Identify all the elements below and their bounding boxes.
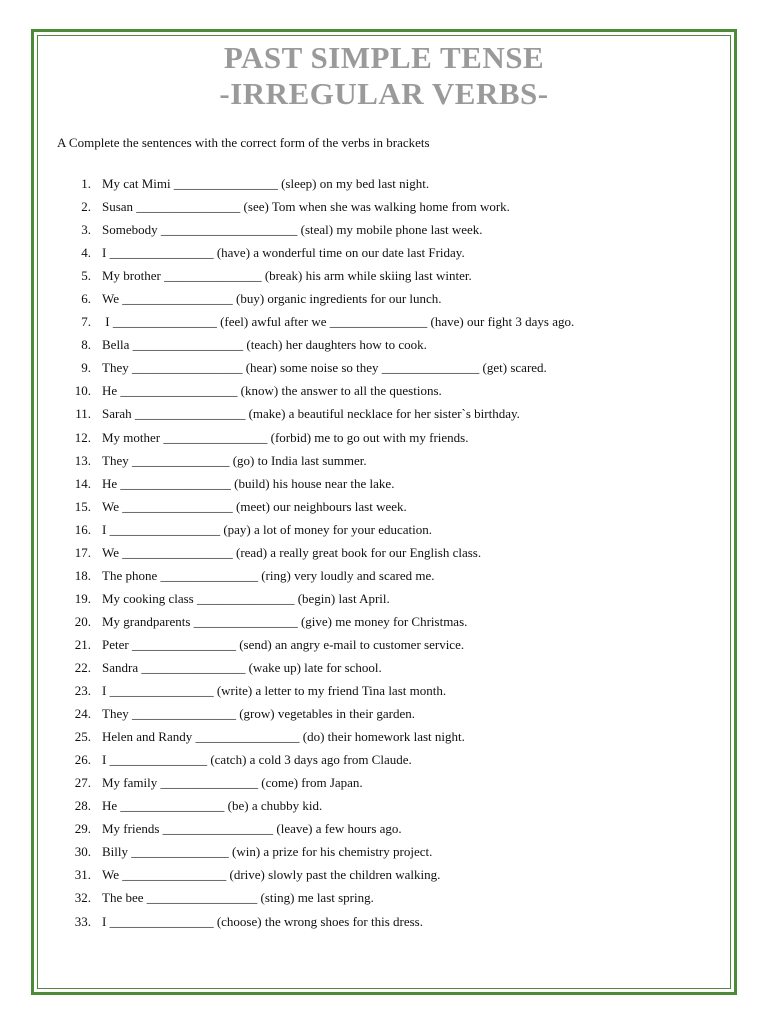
item-sentence: My grandparents ________________ (give) me money for Christmas. xyxy=(102,613,468,629)
item-number: 30. xyxy=(74,844,91,860)
item-sentence: I _________________ (pay) a lot of money for your education. xyxy=(102,521,432,537)
item-sentence: Helen and Randy ________________ (do) their homework last night. xyxy=(102,729,465,745)
item-number: 10. xyxy=(74,383,91,399)
list-item xyxy=(0,889,768,912)
item-number: 33. xyxy=(74,913,91,929)
item-sentence: We _________________ (buy) organic ingredients for our lunch. xyxy=(102,291,442,307)
item-sentence: He _________________ (build) his house near the lake. xyxy=(102,475,395,491)
list-item xyxy=(0,659,768,682)
exercise-list xyxy=(0,175,768,936)
item-sentence: My mother ________________ (forbid) me to go out with my friends. xyxy=(102,429,469,445)
list-item xyxy=(0,705,768,728)
item-number: 13. xyxy=(74,452,91,468)
list-item xyxy=(0,313,768,336)
item-number: 25. xyxy=(74,729,91,745)
item-sentence: We _________________ (meet) our neighbours last week. xyxy=(102,498,407,514)
item-number: 27. xyxy=(74,775,91,791)
item-number: 5. xyxy=(81,268,91,284)
list-item xyxy=(0,336,768,359)
item-number: 19. xyxy=(74,590,91,606)
page-subtitle: -IRREGULAR VERBS- xyxy=(219,76,549,111)
item-number: 21. xyxy=(74,636,91,652)
item-sentence: I ________________ (write) a letter to my friend Tina last month. xyxy=(102,683,447,699)
list-item xyxy=(0,636,768,659)
item-number: 28. xyxy=(74,798,91,814)
list-item xyxy=(0,198,768,221)
list-item xyxy=(0,405,768,428)
item-sentence: They _________________ (hear) some noise so they _______________ (get) scared. xyxy=(102,360,547,376)
list-item xyxy=(0,382,768,405)
item-number: 17. xyxy=(74,544,91,560)
item-number: 23. xyxy=(74,683,91,699)
item-sentence: My cat Mimi ________________ (sleep) on my bed last night. xyxy=(102,176,430,191)
list-item xyxy=(0,544,768,567)
item-number: 20. xyxy=(74,613,91,629)
item-number: 24. xyxy=(74,706,91,722)
item-sentence: My brother _______________ (break) his arm while skiing last winter. xyxy=(102,268,472,284)
list-item xyxy=(0,452,768,475)
list-item xyxy=(0,267,768,290)
item-sentence: Somebody _____________________ (steal) my mobile phone last week. xyxy=(102,222,483,238)
item-sentence: Bella _________________ (teach) her daughters how to cook. xyxy=(102,337,427,353)
item-sentence: I ________________ (feel) awful after we _______________ (have) our fight 3 days ago. xyxy=(102,314,575,330)
item-number: 9. xyxy=(81,360,91,376)
list-item xyxy=(0,521,768,544)
item-number: 7. xyxy=(81,314,91,330)
item-number: 26. xyxy=(74,752,91,768)
item-number: 15. xyxy=(74,498,91,514)
item-number: 4. xyxy=(81,245,91,261)
item-number: 31. xyxy=(74,867,91,883)
item-sentence: The phone _______________ (ring) very loudly and scared me. xyxy=(102,567,435,583)
item-sentence: My friends _________________ (leave) a few hours ago. xyxy=(102,821,402,837)
list-item xyxy=(0,728,768,751)
list-item xyxy=(0,682,768,705)
item-sentence: My cooking class _______________ (begin) last April. xyxy=(102,590,390,606)
item-sentence: Susan ________________ (see) Tom when she was walking home from work. xyxy=(102,199,510,215)
list-item xyxy=(0,221,768,244)
item-sentence: They ________________ (grow) vegetables in their garden. xyxy=(102,706,416,722)
list-item xyxy=(0,429,768,452)
item-number: 22. xyxy=(74,659,91,675)
item-sentence: We _________________ (read) a really great book for our English class. xyxy=(102,544,482,560)
item-sentence: He __________________ (know) the answer to all the questions. xyxy=(102,383,442,399)
item-number: 11. xyxy=(75,406,91,422)
list-item xyxy=(0,290,768,313)
list-item xyxy=(0,843,768,866)
list-item xyxy=(0,866,768,889)
item-sentence: We ________________ (drive) slowly past the children walking. xyxy=(102,867,441,883)
list-item xyxy=(0,613,768,636)
item-sentence: I _______________ (catch) a cold 3 days ago from Claude. xyxy=(102,752,412,768)
list-item xyxy=(0,175,768,198)
item-sentence: They _______________ (go) to India last summer. xyxy=(102,452,367,468)
list-item xyxy=(0,590,768,613)
item-sentence: I ________________ (choose) the wrong shoes for this dress. xyxy=(102,913,423,929)
item-number: 3. xyxy=(81,222,91,238)
item-number: 18. xyxy=(74,567,91,583)
list-item xyxy=(0,797,768,820)
list-item xyxy=(0,567,768,590)
item-number: 2. xyxy=(81,199,91,215)
item-number: 32. xyxy=(74,890,91,906)
item-number: 16. xyxy=(74,521,91,537)
item-number: 14. xyxy=(74,475,91,491)
list-item xyxy=(0,359,768,382)
item-sentence: Sarah _________________ (make) a beautiful necklace for her sister`s birthday. xyxy=(102,406,520,422)
item-sentence: The bee _________________ (sting) me last spring. xyxy=(102,890,374,906)
list-item xyxy=(0,244,768,267)
list-item xyxy=(0,820,768,843)
list-item xyxy=(0,498,768,521)
list-item xyxy=(0,751,768,774)
item-sentence: Billy _______________ (win) a prize for his chemistry project. xyxy=(102,844,433,860)
item-sentence: He ________________ (be) a chubby kid. xyxy=(102,798,323,814)
item-sentence: I ________________ (have) a wonderful time on our date last Friday. xyxy=(102,245,465,261)
item-number: 29. xyxy=(74,821,91,837)
item-number: 8. xyxy=(81,337,91,353)
item-sentence: Sandra ________________ (wake up) late for school. xyxy=(102,659,382,675)
item-number: 12. xyxy=(74,429,91,445)
item-number: 6. xyxy=(81,291,91,307)
page-title: PAST SIMPLE TENSE xyxy=(223,40,545,75)
list-item xyxy=(0,475,768,498)
list-item xyxy=(0,774,768,797)
item-number: 1. xyxy=(81,176,91,191)
item-sentence: Peter ________________ (send) an angry e-mail to customer service. xyxy=(102,636,465,652)
list-item xyxy=(0,913,768,936)
exercise-instruction: A Complete the sentences with the correct form of the verbs in brackets xyxy=(57,135,430,150)
item-sentence: My family _______________ (come) from Japan. xyxy=(102,775,363,791)
